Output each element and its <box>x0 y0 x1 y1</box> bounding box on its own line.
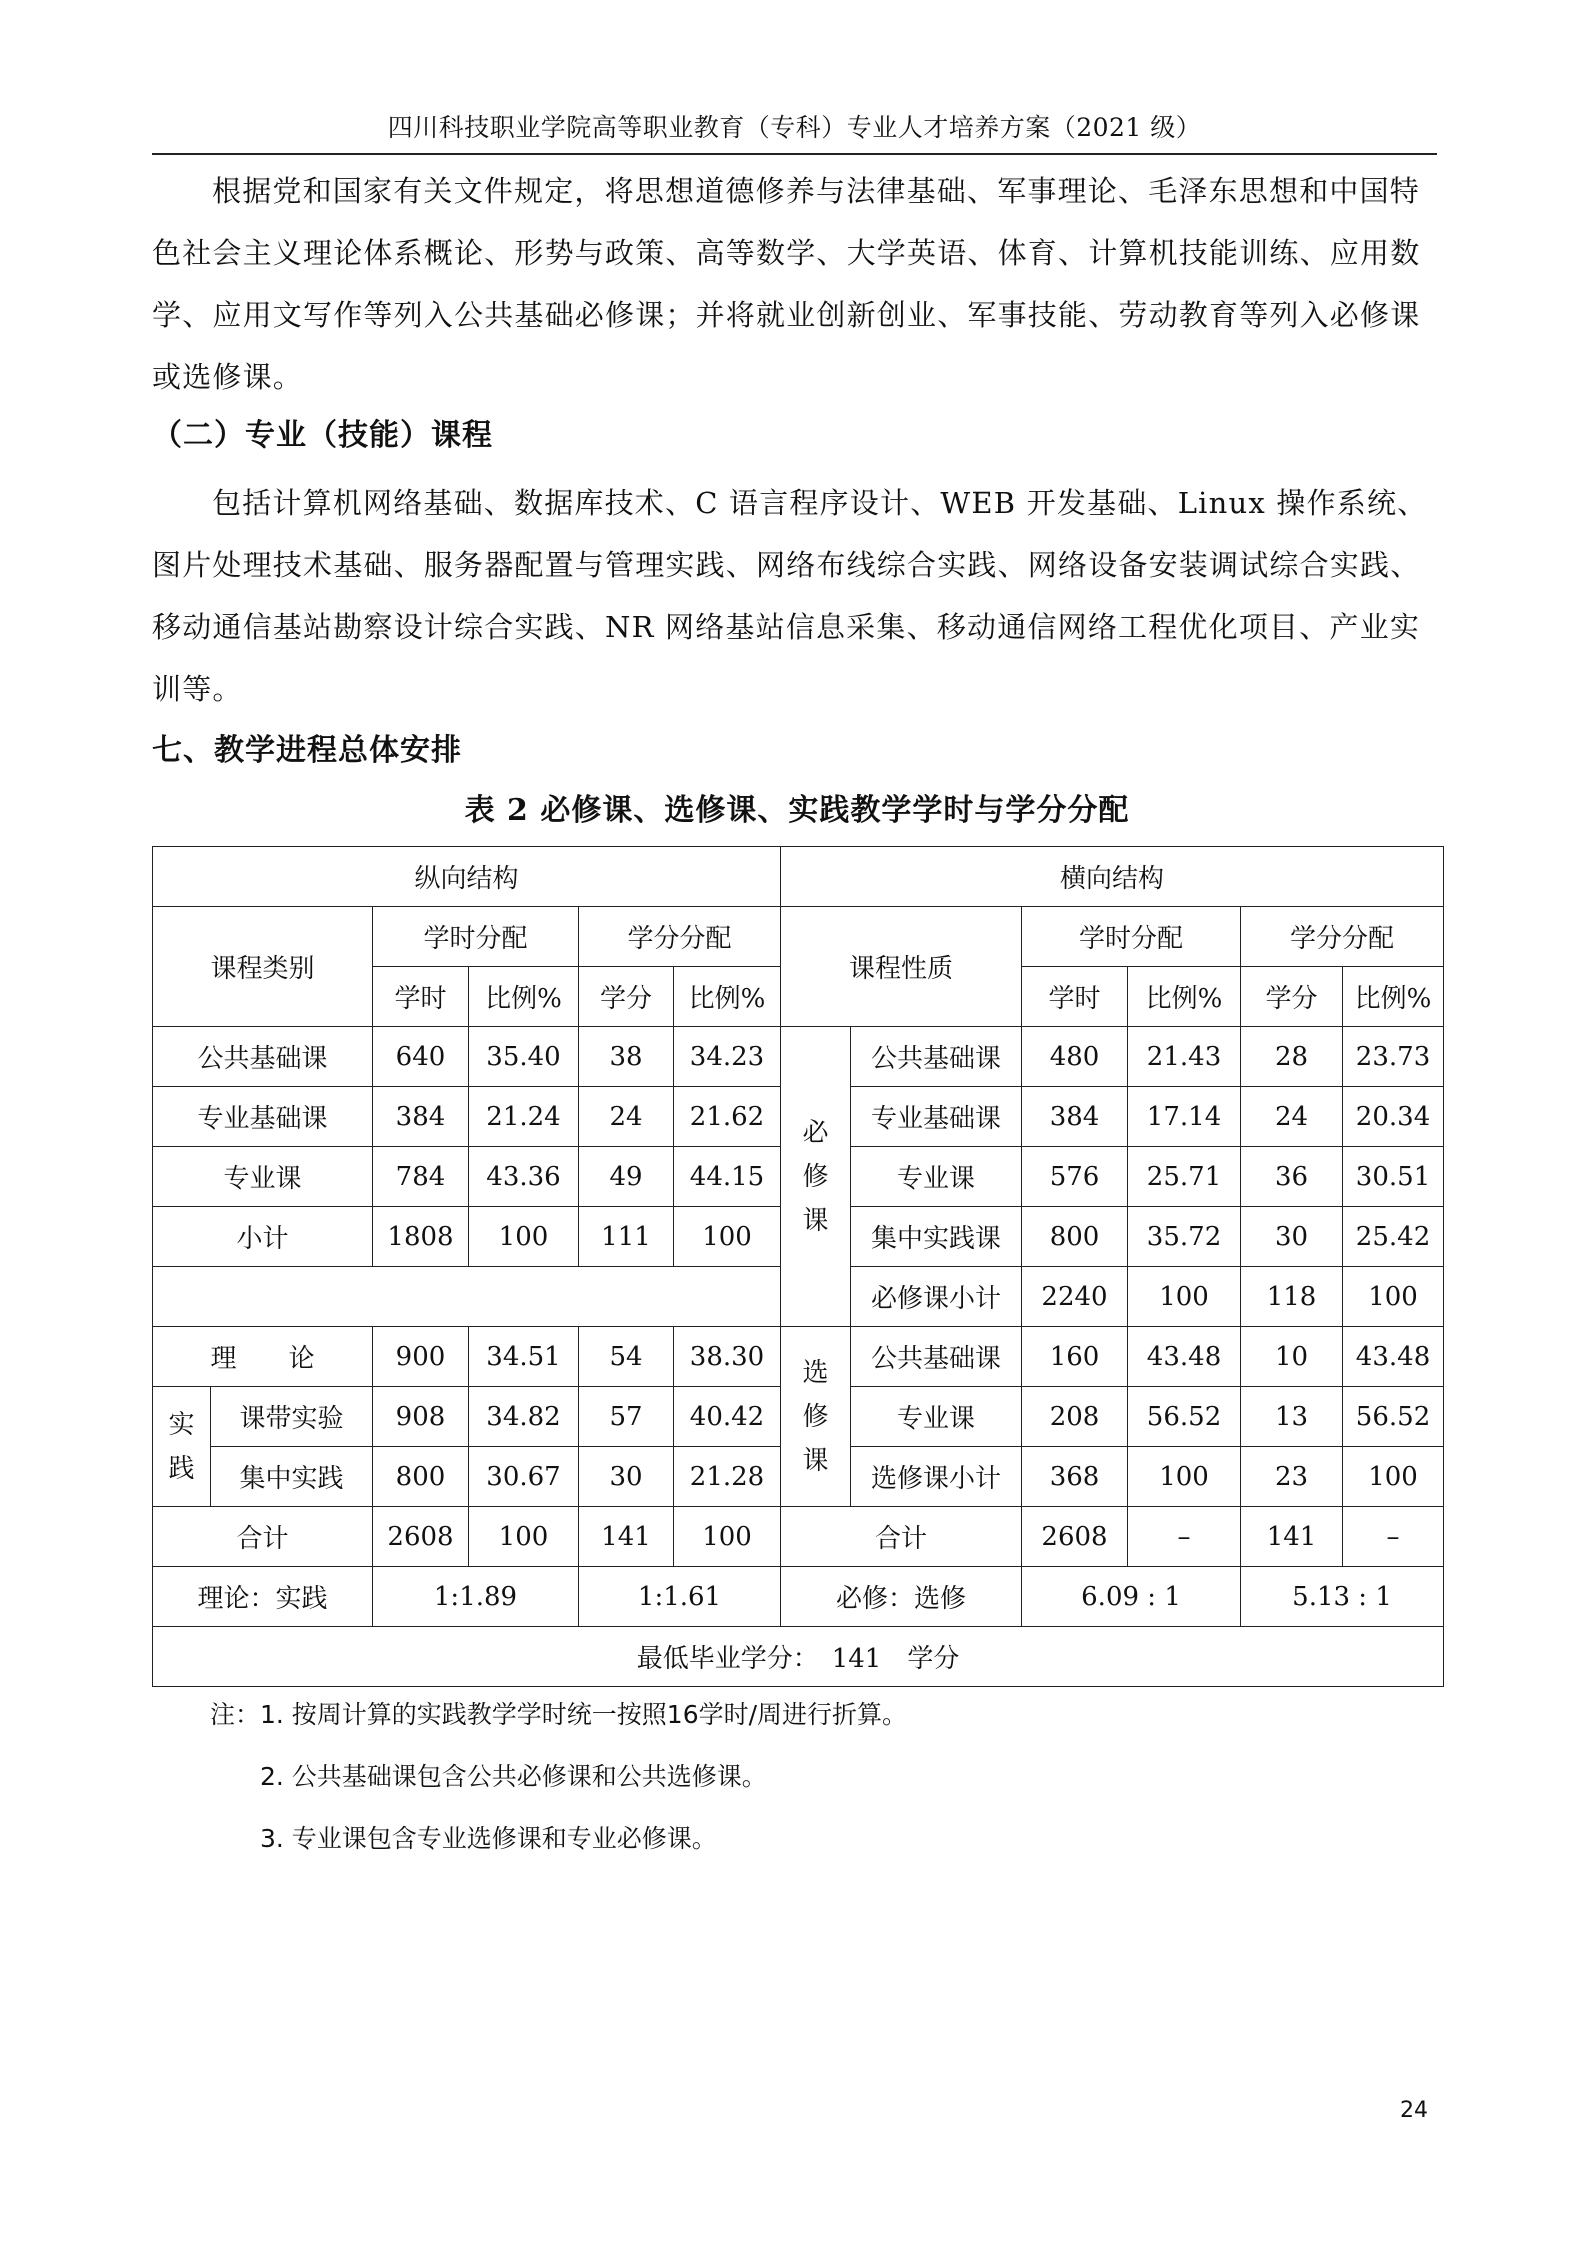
table-cell: 必修课小计 <box>851 1267 1022 1327</box>
table-cell: 118 <box>1241 1267 1343 1327</box>
table-cell: 43.36 <box>469 1147 579 1207</box>
table-cell: 784 <box>373 1147 469 1207</box>
table-cell: 25.71 <box>1128 1147 1241 1207</box>
paragraph-public-courses: 根据党和国家有关文件规定，将思想道德修养与法律基础、军事理论、毛泽东思想和中国特色社会主义理论体系概论、形势与政策、高等数学、大学英语、体育、计算机技能训练、应用数学、应用文写作等列入公共基础必修课；并将就业创新创业、军事技能、劳动教育等列入必修课或选修课。 <box>152 174 1421 394</box>
table-cell: 2608 <box>1022 1507 1128 1567</box>
table-cell: 17.14 <box>1128 1087 1241 1147</box>
table-cell: 34.51 <box>469 1327 579 1387</box>
header-cell: 学时分配 <box>1022 907 1241 967</box>
table-cell: 专业课 <box>153 1147 373 1207</box>
table-cell: 2240 <box>1022 1267 1128 1327</box>
table-cell: 合计 <box>781 1507 1022 1567</box>
table-cell: 课带实验 <box>211 1387 373 1447</box>
table-cell: 57 <box>579 1387 674 1447</box>
table-notes <box>210 1695 907 1881</box>
table-cell: 100 <box>469 1507 579 1567</box>
table-cell: 35.40 <box>469 1027 579 1087</box>
table-cell: 38 <box>579 1027 674 1087</box>
allocation-table <box>152 846 1444 1687</box>
table-cell: 384 <box>1022 1087 1128 1147</box>
header-cell: 学分 <box>579 967 674 1027</box>
table-cell: 56.52 <box>1128 1387 1241 1447</box>
table-cell: 34.23 <box>674 1027 781 1087</box>
header-cell: 学分分配 <box>1241 907 1444 967</box>
table-cell: 13 <box>1241 1387 1343 1447</box>
table-cell: 20.34 <box>1343 1087 1444 1147</box>
table-row <box>153 907 1444 967</box>
table-cell: 111 <box>579 1207 674 1267</box>
table-cell: 集中实践 <box>211 1447 373 1507</box>
header-cell: 学时 <box>373 967 469 1027</box>
table-cell: 理论：实践 <box>153 1567 373 1627</box>
table-cell: 小计 <box>153 1207 373 1267</box>
table-cell: 100 <box>1128 1447 1241 1507</box>
paragraph-professional-courses: 包括计算机网络基础、数据库技术、C 语言程序设计、WEB 开发基础、Linux 操作系统、图片处理技术基础、服务器配置与管理实践、网络布线综合实践、网络设备安装调试综合实践、移动通信基站勘察设计综合实践、NR 网络基站信息采集、移动通信网络工程优化项目、产业实训等。 <box>152 486 1428 706</box>
header-cell: 比例% <box>1343 967 1444 1027</box>
group-label-practice <box>153 1387 211 1507</box>
table-cell: 23 <box>1241 1447 1343 1507</box>
table-cell: 900 <box>373 1327 469 1387</box>
table-cell: 25.42 <box>1343 1207 1444 1267</box>
table-cell: 35.72 <box>1128 1207 1241 1267</box>
table-cell: 1:1.89 <box>373 1567 579 1627</box>
table-cell: 368 <box>1022 1447 1128 1507</box>
section-heading-professional-courses: （二）专业（技能）课程 <box>152 418 493 453</box>
table-cell: 100 <box>469 1207 579 1267</box>
table-cell: 49 <box>579 1147 674 1207</box>
table-cell: 公共基础课 <box>153 1027 373 1087</box>
table-row <box>153 847 1444 907</box>
table-cell: 160 <box>1022 1327 1128 1387</box>
table-cell: 40.42 <box>674 1387 781 1447</box>
group-label-elective-text: 选修课 <box>802 1357 829 1476</box>
table-cell: 30 <box>1241 1207 1343 1267</box>
page-header: 四川科技职业学院高等职业教育（专科）专业人才培养方案（2021 级） <box>387 113 1202 142</box>
header-cell: 学时 <box>1022 967 1128 1027</box>
table-cell: 100 <box>1128 1267 1241 1327</box>
table-cell: 专业基础课 <box>851 1087 1022 1147</box>
table-cell: 5.13 : 1 <box>1241 1567 1444 1627</box>
table-cell: 208 <box>1022 1387 1128 1447</box>
table-cell: 576 <box>1022 1147 1128 1207</box>
group-label-elective <box>781 1327 851 1507</box>
header-cell: 学分分配 <box>579 907 781 967</box>
table-cell: 44.15 <box>674 1147 781 1207</box>
table-cell: 100 <box>674 1507 781 1567</box>
table-cell: 34.82 <box>469 1387 579 1447</box>
header-divider <box>152 153 1437 155</box>
note-line: 3. 专业课包含专业选修课和专业必修课。 <box>260 1824 717 1853</box>
table-cell: 480 <box>1022 1027 1128 1087</box>
table-cell: 公共基础课 <box>851 1327 1022 1387</box>
header-cell: 学分 <box>1241 967 1343 1027</box>
min-credits-cell: 最低毕业学分： 141 学分 <box>153 1627 1444 1687</box>
header-cell: 课程性质 <box>781 907 1022 1027</box>
table-cell: 141 <box>579 1507 674 1567</box>
note-line: 注：1. 按周计算的实践教学学时统一按照16学时/周进行折算。 <box>210 1700 908 1729</box>
header-cell: 纵向结构 <box>153 847 781 907</box>
table-cell: 选修课小计 <box>851 1447 1022 1507</box>
group-label-required-text: 必修课 <box>802 1117 829 1236</box>
table-cell: 23.73 <box>1343 1027 1444 1087</box>
table-cell: 100 <box>1343 1267 1444 1327</box>
table-cell: 公共基础课 <box>851 1027 1022 1087</box>
header-cell: 比例% <box>469 967 579 1027</box>
table-cell: 30.51 <box>1343 1147 1444 1207</box>
group-label-required <box>781 1027 851 1327</box>
header-cell: 横向结构 <box>781 847 1444 907</box>
table-cell: 6.09 : 1 <box>1022 1567 1241 1627</box>
header-cell: 比例% <box>674 967 781 1027</box>
table-cell: 专业课 <box>851 1147 1022 1207</box>
header-cell: 学时分配 <box>373 907 579 967</box>
table-cell: 43.48 <box>1128 1327 1241 1387</box>
table-cell: 21.62 <box>674 1087 781 1147</box>
table-cell: – <box>1128 1507 1241 1567</box>
table-cell: 合计 <box>153 1507 373 1567</box>
table-cell: 专业课 <box>851 1387 1022 1447</box>
table-cell: 24 <box>1241 1087 1343 1147</box>
table-cell: 384 <box>373 1087 469 1147</box>
table-row-min-credits <box>153 1627 1444 1687</box>
table-row-total <box>153 1507 1444 1567</box>
table-cell: 理 论 <box>153 1327 373 1387</box>
table-cell: 38.30 <box>674 1327 781 1387</box>
table-cell: 专业基础课 <box>153 1087 373 1147</box>
table-cell: 30 <box>579 1447 674 1507</box>
table-row <box>153 1327 1444 1387</box>
page-number: 24 <box>1400 2098 1428 2123</box>
section-heading-teaching-schedule: 七、教学进程总体安排 <box>152 733 462 768</box>
table-cell: 21.24 <box>469 1087 579 1147</box>
table-cell: 800 <box>1022 1207 1128 1267</box>
table-cell: 43.48 <box>1343 1327 1444 1387</box>
table-cell: 1808 <box>373 1207 469 1267</box>
table-cell: 1:1.61 <box>579 1567 781 1627</box>
table-cell: 640 <box>373 1027 469 1087</box>
note-line: 2. 公共基础课包含公共必修课和公共选修课。 <box>260 1762 767 1791</box>
table-cell: 28 <box>1241 1027 1343 1087</box>
table-cell: 56.52 <box>1343 1387 1444 1447</box>
table-cell: 54 <box>579 1327 674 1387</box>
table-cell: 100 <box>1343 1447 1444 1507</box>
table-cell: 100 <box>674 1207 781 1267</box>
table-cell: 908 <box>373 1387 469 1447</box>
table-cell: 10 <box>1241 1327 1343 1387</box>
table-cell: 24 <box>579 1087 674 1147</box>
table-cell: 2608 <box>373 1507 469 1567</box>
empty-cell <box>153 1267 781 1327</box>
table-cell: 36 <box>1241 1147 1343 1207</box>
group-label-practice-text: 实践 <box>168 1409 195 1484</box>
table-cell: 141 <box>1241 1507 1343 1567</box>
header-cell: 课程类别 <box>153 907 373 1027</box>
table-row <box>153 1027 1444 1087</box>
table-cell: – <box>1343 1507 1444 1567</box>
table-cell: 21.28 <box>674 1447 781 1507</box>
table-cell: 21.43 <box>1128 1027 1241 1087</box>
table-row-ratio <box>153 1567 1444 1627</box>
header-cell: 比例% <box>1128 967 1241 1027</box>
table-caption: 表 2 必修课、选修课、实践教学学时与学分分配 <box>464 793 1130 828</box>
table-cell: 800 <box>373 1447 469 1507</box>
table-cell: 集中实践课 <box>851 1207 1022 1267</box>
table-cell: 必修：选修 <box>781 1567 1022 1627</box>
table-cell: 30.67 <box>469 1447 579 1507</box>
